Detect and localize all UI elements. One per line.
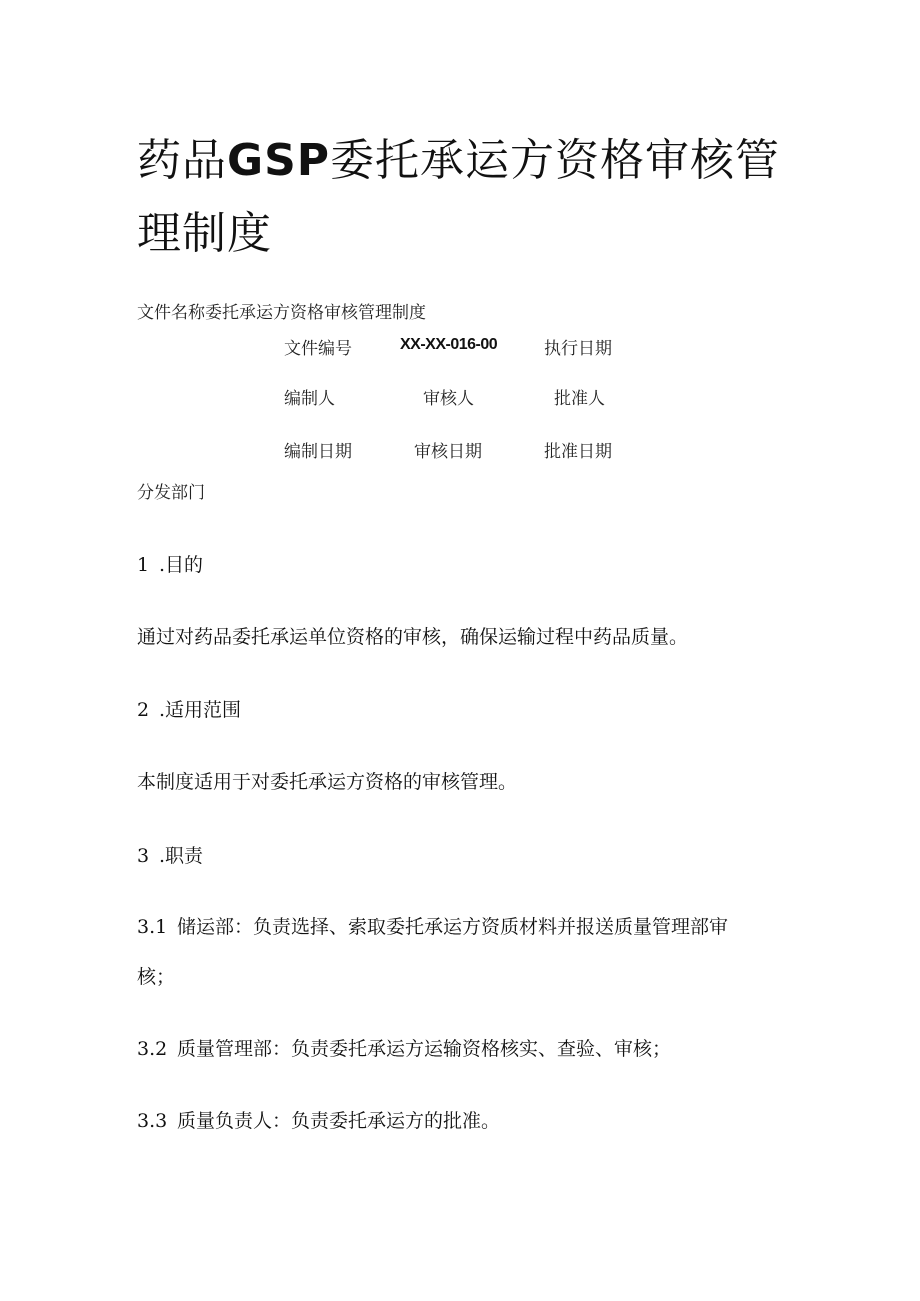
item-number: 3.3: [137, 1110, 168, 1132]
item-number: 3.1: [137, 916, 168, 938]
section-3-2: [137, 1034, 671, 1061]
compile-date-label: 编制日期: [284, 442, 352, 462]
distribution-label: 分发部门: [137, 483, 205, 503]
section-3-1-line-2: 核；: [137, 966, 176, 988]
section-2-heading: [137, 695, 241, 722]
file-no-label: 文件编号: [284, 339, 352, 359]
section-number: 3: [137, 845, 150, 867]
file-name-label: 文件名称委托承运方资格审核管理制度: [137, 303, 426, 323]
title-prefix: 药品: [137, 135, 227, 186]
item-text: 质量管理部：负责委托承运方运输资格核实、查验、审核；: [177, 1038, 672, 1060]
title-suffix: 委托承运方资格审核管: [330, 135, 781, 186]
section-number: 2: [137, 699, 150, 721]
section-title: .职责: [159, 845, 204, 867]
section-title: .适用范围: [159, 699, 242, 721]
item-number: 3.2: [137, 1038, 168, 1060]
exec-date-label: 执行日期: [544, 339, 612, 359]
item-text: 储运部：负责选择、索取委托承运方资质材料并报送质量管理部审: [177, 916, 729, 938]
section-number: 1: [137, 554, 150, 576]
approver-label: 批准人: [554, 389, 605, 409]
section-3-heading: [137, 841, 203, 868]
file-no-value: XX-XX-016-00: [400, 336, 498, 353]
document-title-line-1: [137, 135, 781, 186]
section-3-3: [137, 1106, 500, 1133]
section-title: .目的: [159, 554, 204, 576]
compiler-label: 编制人: [284, 389, 335, 409]
item-text: 质量负责人：负责委托承运方的批准。: [177, 1110, 501, 1132]
section-1-text: 通过对药品委托承运单位资格的审核，确保运输过程中药品质量。: [137, 626, 689, 648]
section-1-heading: [137, 550, 203, 577]
reviewer-label: 审核人: [423, 389, 474, 409]
section-2-text: 本制度适用于对委托承运方资格的审核管理。: [137, 771, 518, 793]
review-date-label: 审核日期: [414, 442, 482, 462]
section-3-1-line-1: [137, 912, 728, 939]
document-title-line-2: 理制度: [137, 208, 272, 259]
approve-date-label: 批准日期: [544, 442, 612, 462]
title-gsp: GSP: [227, 135, 331, 186]
